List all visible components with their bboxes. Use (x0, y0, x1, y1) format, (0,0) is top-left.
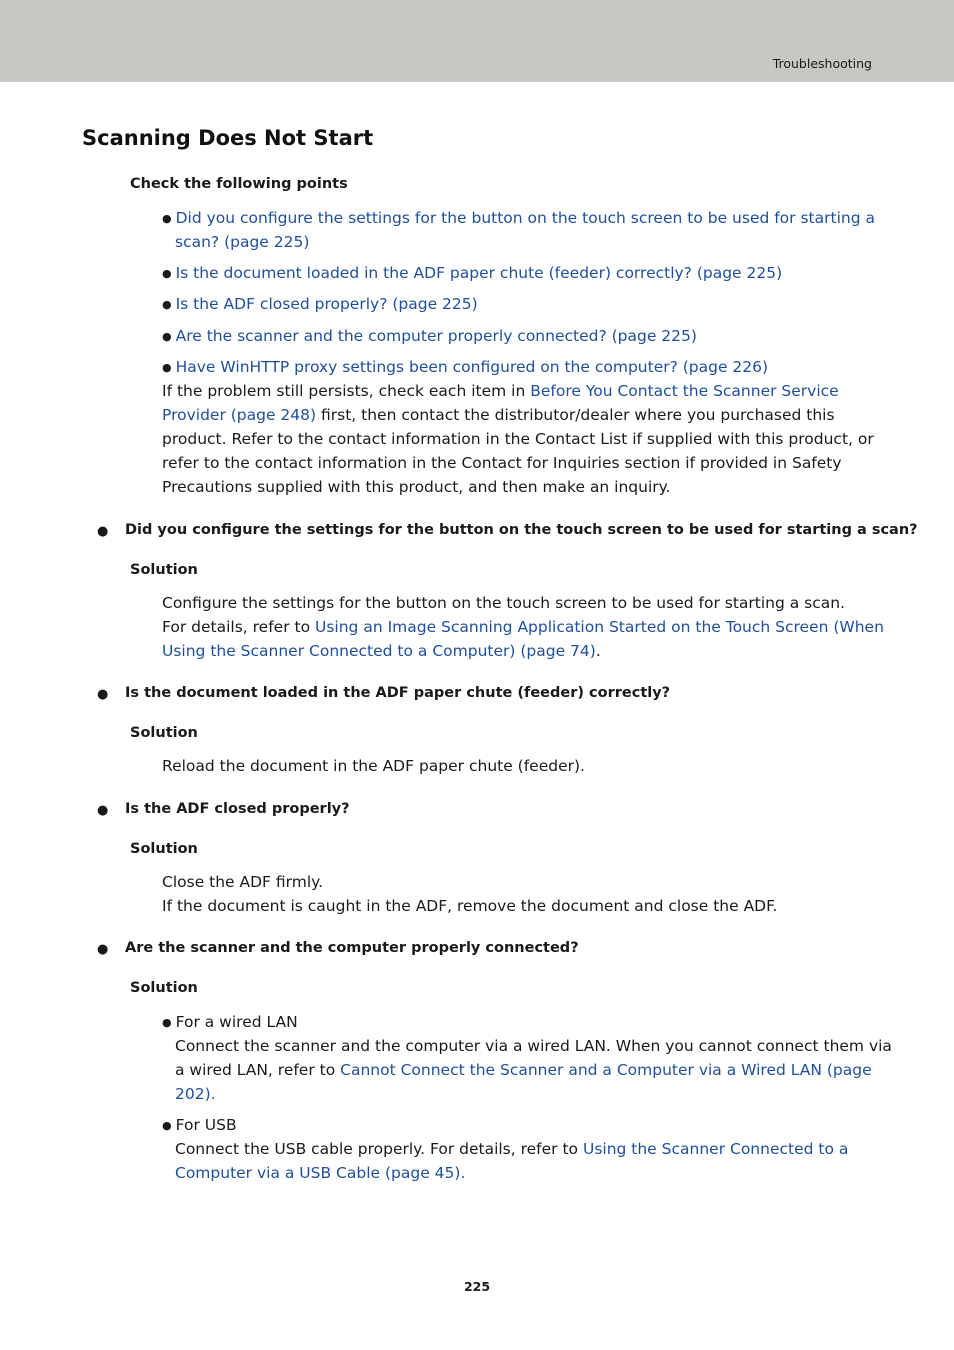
bullet-icon (162, 264, 176, 282)
lan-line-2 (175, 1058, 872, 1082)
link-check-5[interactable]: Have WinHTTP proxy settings been configured on the computer? (page 226) (175, 358, 769, 376)
question-connection: Are the scanner and the computer properly connected? (125, 940, 579, 956)
usb-line-2 (175, 1161, 465, 1185)
bullet-icon (162, 327, 176, 345)
q3-line-2: If the document is caught in the ADF, remove the document and close the ADF. (162, 897, 778, 915)
page-title: Scanning Does Not Start (82, 126, 374, 150)
link-before-contact[interactable]: Before You Contact the Scanner Service (530, 382, 839, 400)
solution-heading: Solution (130, 562, 198, 578)
bullet-icon (162, 1116, 176, 1134)
bullet-icon: ● (97, 803, 109, 818)
persist-line-1 (162, 379, 839, 403)
usb-line-1 (175, 1137, 848, 1161)
wired-lan-item (162, 1010, 298, 1036)
question-adf-loaded: Is the document loaded in the ADF paper chute (feeder) correctly? (125, 685, 671, 701)
solution-heading: Solution (130, 725, 198, 741)
persist-text: If the problem still persists, check each item in (162, 382, 531, 400)
q2-line-1: Reload the document in the ADF paper chute (feeder). (162, 757, 585, 775)
link-usb-cable-cont[interactable]: Computer via a USB Cable (page 45) (175, 1164, 461, 1182)
bullet-icon: ● (97, 942, 109, 957)
link-check-1[interactable]: Did you configure the settings for the button on the touch screen to be used for starting a (175, 209, 875, 227)
q1-tail: . (595, 642, 601, 660)
usb-title: For USB (175, 1116, 237, 1134)
persist-line-3: product. Refer to the contact information in the Contact List if supplied with this product, or (162, 430, 874, 448)
bullet-icon: ● (97, 524, 109, 539)
bullet-icon (162, 209, 176, 227)
solution-heading: Solution (130, 980, 198, 996)
link-before-contact-cont[interactable]: Provider (page 248) (162, 406, 317, 424)
check-item-5 (162, 355, 768, 381)
question-adf-closed: Is the ADF closed properly? (125, 801, 350, 817)
page-number: 225 (463, 1279, 491, 1294)
bullet-icon (162, 295, 176, 313)
lan-tail: . (210, 1085, 216, 1103)
q3-line-1: Close the ADF firmly. (162, 873, 324, 891)
section-label: Troubleshooting (772, 56, 872, 71)
usb-text: Connect the USB cable properly. For details, refer to (175, 1140, 583, 1158)
q1-text: For details, refer to (162, 618, 315, 636)
check-item-2 (162, 261, 782, 287)
q1-line-1: Configure the settings for the button on the touch screen to be used for starting a scan. (162, 594, 846, 612)
link-wired-lan[interactable]: Cannot Connect the Scanner and a Computer via a Wired LAN (page (340, 1061, 872, 1079)
check-item-4 (162, 324, 697, 350)
link-usb-cable[interactable]: Using the Scanner Connected to a (582, 1140, 849, 1158)
bullet-icon: ● (97, 687, 109, 702)
persist-text: first, then contact the distributor/dealer where you purchased this (316, 406, 835, 424)
link-wired-lan-cont[interactable]: 202) (175, 1085, 211, 1103)
link-check-3[interactable]: Is the ADF closed properly? (page 225) (175, 295, 478, 313)
q1-line-3 (162, 639, 601, 663)
link-check-2[interactable]: Is the document loaded in the ADF paper chute (feeder) correctly? (page 225) (175, 264, 783, 282)
usb-tail: . (460, 1164, 466, 1182)
bullet-icon (162, 1013, 176, 1031)
lan-line-1: Connect the scanner and the computer via a wired LAN. When you cannot connect them via (175, 1037, 892, 1055)
check-heading: Check the following points (130, 176, 348, 192)
link-touch-screen-app-cont[interactable]: Using the Scanner Connected to a Computer) (page 74) (162, 642, 596, 660)
solution-heading: Solution (130, 841, 198, 857)
link-check-1-cont[interactable]: scan? (page 225) (175, 233, 310, 251)
wired-lan-title: For a wired LAN (175, 1013, 298, 1031)
bullet-icon (162, 358, 176, 376)
q1-line-2 (162, 615, 884, 639)
persist-line-5: Precautions supplied with this product, and then make an inquiry. (162, 478, 671, 496)
check-item-1 (162, 206, 875, 232)
link-check-4[interactable]: Are the scanner and the computer properly connected? (page 225) (175, 327, 697, 345)
persist-line-2 (162, 403, 835, 427)
persist-line-4: refer to the contact information in the Contact for Inquiries section if provided in Safety (162, 454, 842, 472)
link-touch-screen-app[interactable]: Using an Image Scanning Application Started on the Touch Screen (When (315, 618, 884, 636)
usb-item (162, 1113, 237, 1139)
lan-line-3 (175, 1082, 216, 1106)
check-item-3 (162, 292, 478, 318)
question-touch-screen: Did you configure the settings for the button on the touch screen to be used for starting a scan? (125, 522, 918, 538)
lan-text: a wired LAN, refer to (175, 1061, 341, 1079)
